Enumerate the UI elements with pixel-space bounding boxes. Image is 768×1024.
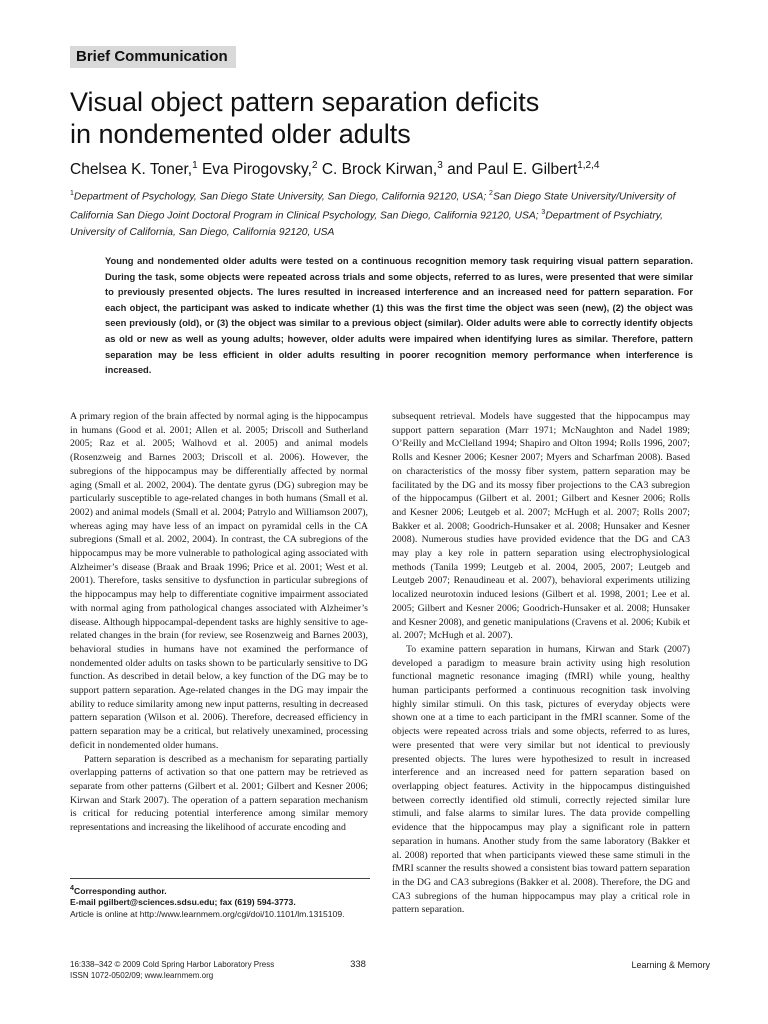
author-sup: 3: [437, 160, 443, 171]
body-column-right: [392, 410, 690, 917]
affiliation-text: San Diego State University/University of California San Diego Joint Doctoral Program in Clinical Psychology, San Diego, California 92120, USA;: [70, 191, 676, 222]
author-name: Chelsea K. Toner,: [70, 161, 193, 179]
footnote: [70, 878, 370, 920]
article-online-link[interactable]: Article is online at http://www.learnmem.org/cgi/doi/10.1101/lm.1315109.: [70, 908, 345, 919]
corresponding-author: [70, 883, 370, 897]
journal-name: Learning & Memory: [631, 960, 710, 970]
body-column-left: [70, 410, 368, 835]
corresponding-email[interactable]: E-mail pgilbert@sciences.sdsu.edu; fax (619) 594-3773.: [70, 897, 296, 908]
article-title: [70, 86, 710, 150]
footer-issn: ISSN 1072-0502/09; www.learnmem.org: [70, 970, 214, 980]
footer-citation: 16:338–342 © 2009 Cold Spring Harbor Laboratory Press: [70, 960, 275, 969]
title-line-2: in nondemented older adults: [70, 119, 411, 149]
page-number: 338: [350, 959, 366, 970]
affil-sup: 1: [70, 190, 74, 197]
author-name: and Paul E. Gilbert: [447, 161, 578, 179]
affiliations: [70, 186, 695, 241]
section-tag: Brief Communication: [70, 46, 236, 68]
body-paragraph: A primary region of the brain affected by normal aging is the hippocampus in humans (Good et al. 2001; Allen et al. 2005; Driscoll and Sutherland 2005; Raz et al. 2005; Walhovd et al. 2005) and animal models (Rosenzweig and Barnes 2003; Driscoll et al. 2006). However, the subregions of the hippocampus may be differentially affected by normal aging (Small et al. 2002, 2004). The dentate gyrus (DG) subregion may be particularly susceptible to age-related changes in both humans (Small et al. 2002) and animal models (Small et al. 2004; Patrylo and Williamson 2007), whereas aging may have less of an impact on pyramidal cells in the CA subregions (Small et al. 2002, 2004). In contrast, the CA subregions of the hippocampus may be more vulnerable to pathological aging associated with Alzheimer’s disease (Braak and Braak 1996; Price et al. 2001; West et al. 2001). Therefore, tasks sensitive to dysfunction in particular subregions of the hippocampus may help to differentiate cognitive impairment associated with normal aging from pathological changes associated with Alzheimer’s disease. Although hippocampal-dependent tasks are highly sensitive to age-related changes in the brain (for review, see Rosenzweig and Barnes 2003), behavioral studies in humans have not examined the performance of nondemented older adults on tasks shown to be particularly sensitive to DG function. As described in detail below, a key function of the DG may be to support pattern separation. Age-related changes in the DG may impair the ability to reduce similarity among new input patterns, resulting in decreased pattern separation (Wilson et al. 2006). Therefore, decreased efficiency in pattern separation may be a critical, but relatively unexamined, processing deficit in nondemented older humans.: [70, 411, 368, 751]
author-name: Eva Pirogovsky,: [201, 161, 312, 179]
body-paragraph: subsequent retrieval. Models have suggested that the hippocampus may support pattern separation (Marr 1971; McNaughton and Nadel 1989; O’Reilly and McClelland 1994; Shapiro and Olton 1994; Rolls 1996, 2007; Rolls and Kesner 2006; Kesner 2007; Myers and Scharfman 2008). Based on characteristics of the mossy fiber system, pattern separation may be facilitated by the DG and its mossy fiber projections to the CA3 subregion of the hippocampus (Gilbert et al. 2001; Gilbert and Kesner 2006; Rolls and Kesner 2006; Leutgeb et al. 2007; McHugh et al. 2007; Rolls 2007; Bakker et al. 2008; Goodrich-Hunsaker et al. 2008; Hunsaker and Kesner 2008). Numerous studies have provided evidence that the DG and CA3 may play a key role in pattern separation using electrophysiological methods (Tanila 1999; Leutgeb et al. 2004, 2005, 2007; Leutgeb and Leutgeb 2007; Renaudineau et al. 2007), behavioral experiments utilizing localized neurotoxin induced lesions (Gilbert et al. 1998, 2001; Lee et al. 2005; Gilbert and Kesner 2006; Goodrich-Hunsaker et al. 2008; Hunsaker and Kesner 2008), and genetic manipulations (Cravens et al. 2006; Kubik et al. 2007; McHugh et al. 2007).: [392, 411, 690, 642]
footnote-sup: 4: [70, 884, 74, 892]
author-name: C. Brock Kirwan,: [321, 161, 438, 179]
affiliation-text: Department of Psychology, San Diego State University, San Diego, California 92120, USA;: [73, 191, 490, 203]
author-list: [70, 160, 710, 179]
abstract: Young and nondemented older adults were tested on a continuous recognition memory task requiring visual pattern separation. During the task, some objects were repeated across trials and some objects, referred to as lures, were presented that were similar to previously presented objects. The lures resulted in increased interference and an increased need for pattern separation. For each object, the participant was asked to indicate whether (1) this was the first time the object was seen (new), (2) the object was seen previously (old), or (3) the object was similar to a previous object (similar). Older adults were able to correctly identify objects as old or new as well as young adults; however, older adults were impaired when identifying lures as similar. Therefore, pattern separation may be less efficient in older adults resulting in poorer recognition memory performance when interference is increased.: [105, 255, 693, 376]
footer-copyright: [70, 960, 274, 981]
affil-sup: 2: [489, 190, 493, 197]
corresponding-label: Corresponding author.: [73, 885, 167, 896]
affiliation-text: Department of Psychiatry, University of California, San Diego, California 92120, USA: [70, 210, 664, 238]
author-sup: 1,2,4: [577, 160, 600, 171]
body-paragraph: Pattern separation is described as a mechanism for separating partially overlapping patterns of activation so that one pattern may be retrieved as separate from other patterns (Gilbert et al. 2001; Gilbert and Kesner 2006; Kirwan and Stark 2007). The operation of a pattern separation mechanism is critical for reducing potential interference among similar memory representations and increasing the likelihood of accurate encoding and: [70, 753, 368, 834]
title-line-1: Visual object pattern separation deficits: [70, 87, 540, 117]
body-paragraph: To examine pattern separation in humans, Kirwan and Stark (2007) developed a paradigm to measure brain activity using high resolution functional magnetic resonance imaging (fMRI) while young, healthy human participants performed a continuous recognition task involving highly similar stimuli. On this task, pictures of everyday objects were shown one at a time to each participant in the fMRI scanner. Some of the objects were repeated across trials and some objects, referred to as lures, were presented that were very similar but not identical to previously presented objects. The lures were hypothesized to result in increased interference and an increased need for pattern separation based on overlapping object features. Activity in the hippocampus distinguished between correctly identified old stimuli, correctly rejected similar lure stimuli, and false alarms to similar lures. The data provide compelling evidence that the hippocampus may play a significant role in pattern separation in humans. Another study from the same laboratory (Bakker et al. 2008) reported that when participants viewed these same stimuli in the fMRI scanner the results showed a consistent bias toward pattern separation in the DG and CA3 subregions (Bakker et al. 2008). Therefore, the DG and CA3 subregions of the human hippocampus may play a critical role in pattern separation.: [392, 643, 690, 916]
affil-sup: 3: [541, 209, 546, 217]
author-sup: 2: [311, 160, 318, 171]
author-sup: 1: [192, 160, 198, 171]
